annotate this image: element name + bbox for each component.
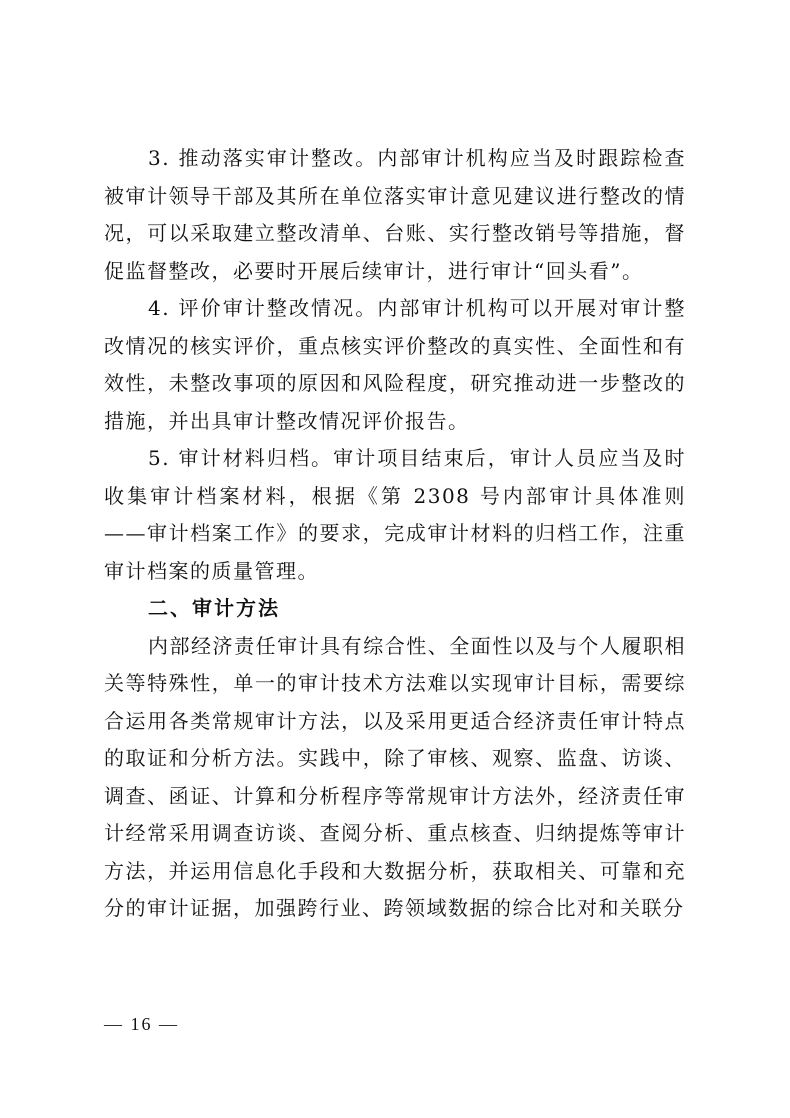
paragraph-archiving: 5. 审计材料归档。审计项目结束后，审计人员应当及时收集审计档案材料，根据《第 2308 号内部审计具体准则——审计档案工作》的要求，完成审计材料的归档工作，注重审计档案的质量管理。 [104, 446, 686, 583]
section-heading: 二、审计方法 [148, 596, 280, 620]
paragraph-audit-methods: 内部经济责任审计具有综合性、全面性以及与个人履职相关等特殊性，单一的审计技术方法难以实现审计目标，需要综合运用各类常规审计方法，以及采用更适合经济责任审计特点的取证和分析方法。实践中，除了审核、观察、监盘、访谈、调查、函证、计算和分析程序等常规审计方法外，经济责任审计经常采用调查访谈、查阅分析、重点核查、归纳提炼等审计方法，并运用信息化手段和大数据分析，获取相关、可靠和充分的审计证据，加强跨行业、跨领域数据的综合比对和关联分 [104, 633, 686, 920]
page-body [104, 140, 686, 928]
page-number: — 16 — [104, 1014, 179, 1034]
paragraph-audit-rectification: 3. 推动落实审计整改。内部审计机构应当及时跟踪检查被审计领导干部及其所在单位落实审计意见建议进行整改的情况，可以采取建立整改清单、台账、实行整改销号等措施，督促监督整改，必要时开展后续审计，进行审计“回头看”。 [104, 146, 686, 283]
paragraph-rectification-evaluation: 4. 评价审计整改情况。内部审计机构可以开展对审计整改情况的核实评价，重点核实评价整改的真实性、全面性和有效性，未整改事项的原因和风险程度，研究推动进一步整改的措施，并出具审计整改情况评价报告。 [104, 296, 686, 433]
